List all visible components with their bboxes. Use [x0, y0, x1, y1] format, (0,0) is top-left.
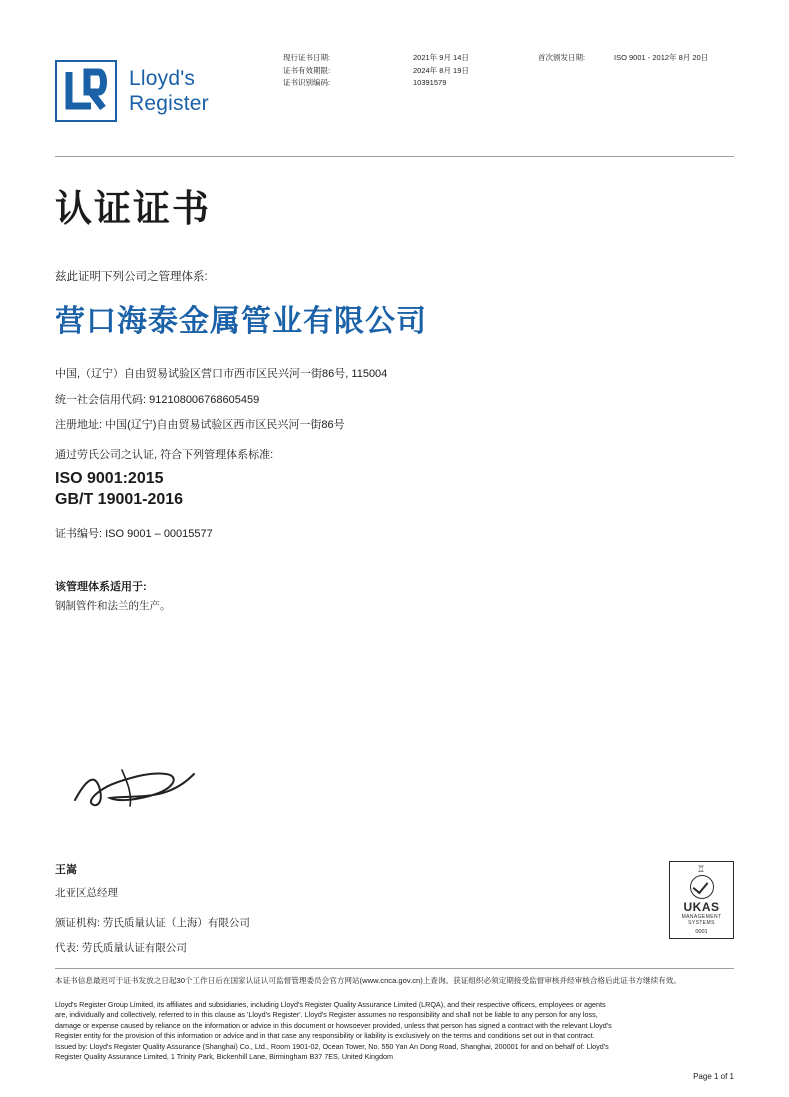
ukas-sub-line-1: MANAGEMENT: [681, 914, 722, 920]
meta-value-first-issue: ISO 9001 - 2012年 8月 20日: [614, 53, 709, 62]
signature-mark: [70, 760, 200, 820]
footer-divider: [55, 968, 734, 969]
ukas-label: UKAS: [683, 900, 720, 914]
ukas-accreditation-mark: [669, 861, 734, 939]
footer-chinese-note: 本证书信息最迟可于证书发放之日起30个工作日后在国家认证认可监督管理委员会官方网站(www.cnca.gov.cn)上查询。获证组织必须定期接受监督审核并经审核合格后此证书方继续有效。: [55, 976, 681, 985]
meta-value-identity-code: 10391579: [413, 78, 447, 87]
signer-role: 北亚区总经理: [55, 887, 118, 899]
disclaimer-line: Register entity for the provision of this information or advice and in that case any responsibility or liability is exclusively on the terms and conditions set out in that contract.: [55, 1031, 595, 1041]
disclaimer-line: damage or expense caused by reliance on the information or advice in this document or howsoever provided, unless that person has signed a contract with the relevant Lloyd's: [55, 1020, 612, 1030]
meta-value-valid-until: 2024年 8月 19日: [413, 65, 469, 75]
document-header: [0, 52, 789, 144]
header-divider: [55, 156, 734, 157]
certificate-meta-first-issue-value: [614, 52, 708, 65]
certificate-meta-values: [413, 52, 469, 90]
meta-label-first-issue: 首次颁发日期:: [538, 53, 586, 62]
meta-label-valid-until: 证书有效期限:: [283, 65, 331, 75]
certificate-meta-labels: [283, 52, 330, 90]
issuing-body: 颁证机构: 劳氏质量认证（上海）有限公司: [55, 917, 250, 929]
scope-body: 钢制管件和法兰的生产。: [55, 600, 171, 612]
standards-lead-text: 通过劳氏公司之认证, 符合下列管理体系标准:: [55, 449, 274, 461]
crown-icon: ♖: [696, 864, 707, 874]
disclaimer-line: Lloyd's Register Group Limited, its affiliates and subsidiaries, including Lloyd's Register Quality Assurance Limited (LRQA), and their respective officers, employees or agents: [55, 1000, 606, 1009]
meta-value-current-date: 2021年 9月 14日: [413, 53, 469, 62]
lead-text: 兹此证明下列公司之管理体系:: [55, 271, 208, 283]
standard-iso9001: ISO 9001:2015: [55, 470, 164, 487]
standard-gbt19001: GB/T 19001-2016: [55, 491, 184, 508]
brand-line-2: Register: [129, 92, 209, 115]
lr-monogram-icon: [55, 60, 117, 122]
page-title: 认证证书: [55, 188, 211, 229]
disclaimer-line: Register Quality Assurance Limited, 1 Trinity Park, Bickenhill Lane, Birmingham B37 7ES, United Kingdom: [55, 1052, 393, 1062]
registered-address: 注册地址: 中国(辽宁)自由贸易试验区西市区民兴河一街86号: [55, 419, 345, 431]
disclaimer-line: are, individually and collectively, referred to in this clause as 'Lloyd's Register'. Lloyd's Register assumes no responsibility and shall not be liable to any person for any loss,: [55, 1010, 598, 1020]
ukas-sub-line-2: SYSTEMS: [688, 920, 715, 926]
checkmark-icon: [690, 875, 714, 899]
meta-label-identity-code: 证书识别编码:: [283, 78, 331, 87]
credit-code: 统一社会信用代码: 912108006768605459: [55, 394, 260, 406]
scope-title: 该管理体系适用于:: [55, 581, 147, 593]
page-number: Page 1 of 1: [693, 1072, 734, 1081]
ukas-number: 0001: [695, 929, 708, 935]
footer-english-disclaimer: [55, 1000, 734, 1062]
brand-wordmark: [129, 66, 209, 116]
company-address: 中国,（辽宁）自由贸易试验区营口市西市区民兴河一街86号, 115004: [55, 368, 388, 380]
meta-label-current-date: 现行证书日期:: [283, 53, 331, 62]
signer-name: 王嵩: [55, 864, 77, 876]
company-name: 营口海泰金属管业有限公司: [55, 305, 427, 338]
lloyds-register-logo: [55, 60, 209, 122]
representative: 代表: 劳氏质量认证有限公司: [55, 942, 187, 954]
certificate-number: 证书编号: ISO 9001 – 00015577: [55, 528, 213, 540]
disclaimer-line: Issued by: Lloyd's Register Quality Assurance (Shanghai) Co., Ltd., Room 1901-02, Ocean Tower, No. 550 Yan An Dong Road, Shanghai, 200001 for and on behalf of: Lloyd's: [55, 1041, 609, 1051]
brand-line-1: Lloyd's: [129, 67, 196, 90]
certificate-meta-first-issue-label: [538, 52, 585, 65]
